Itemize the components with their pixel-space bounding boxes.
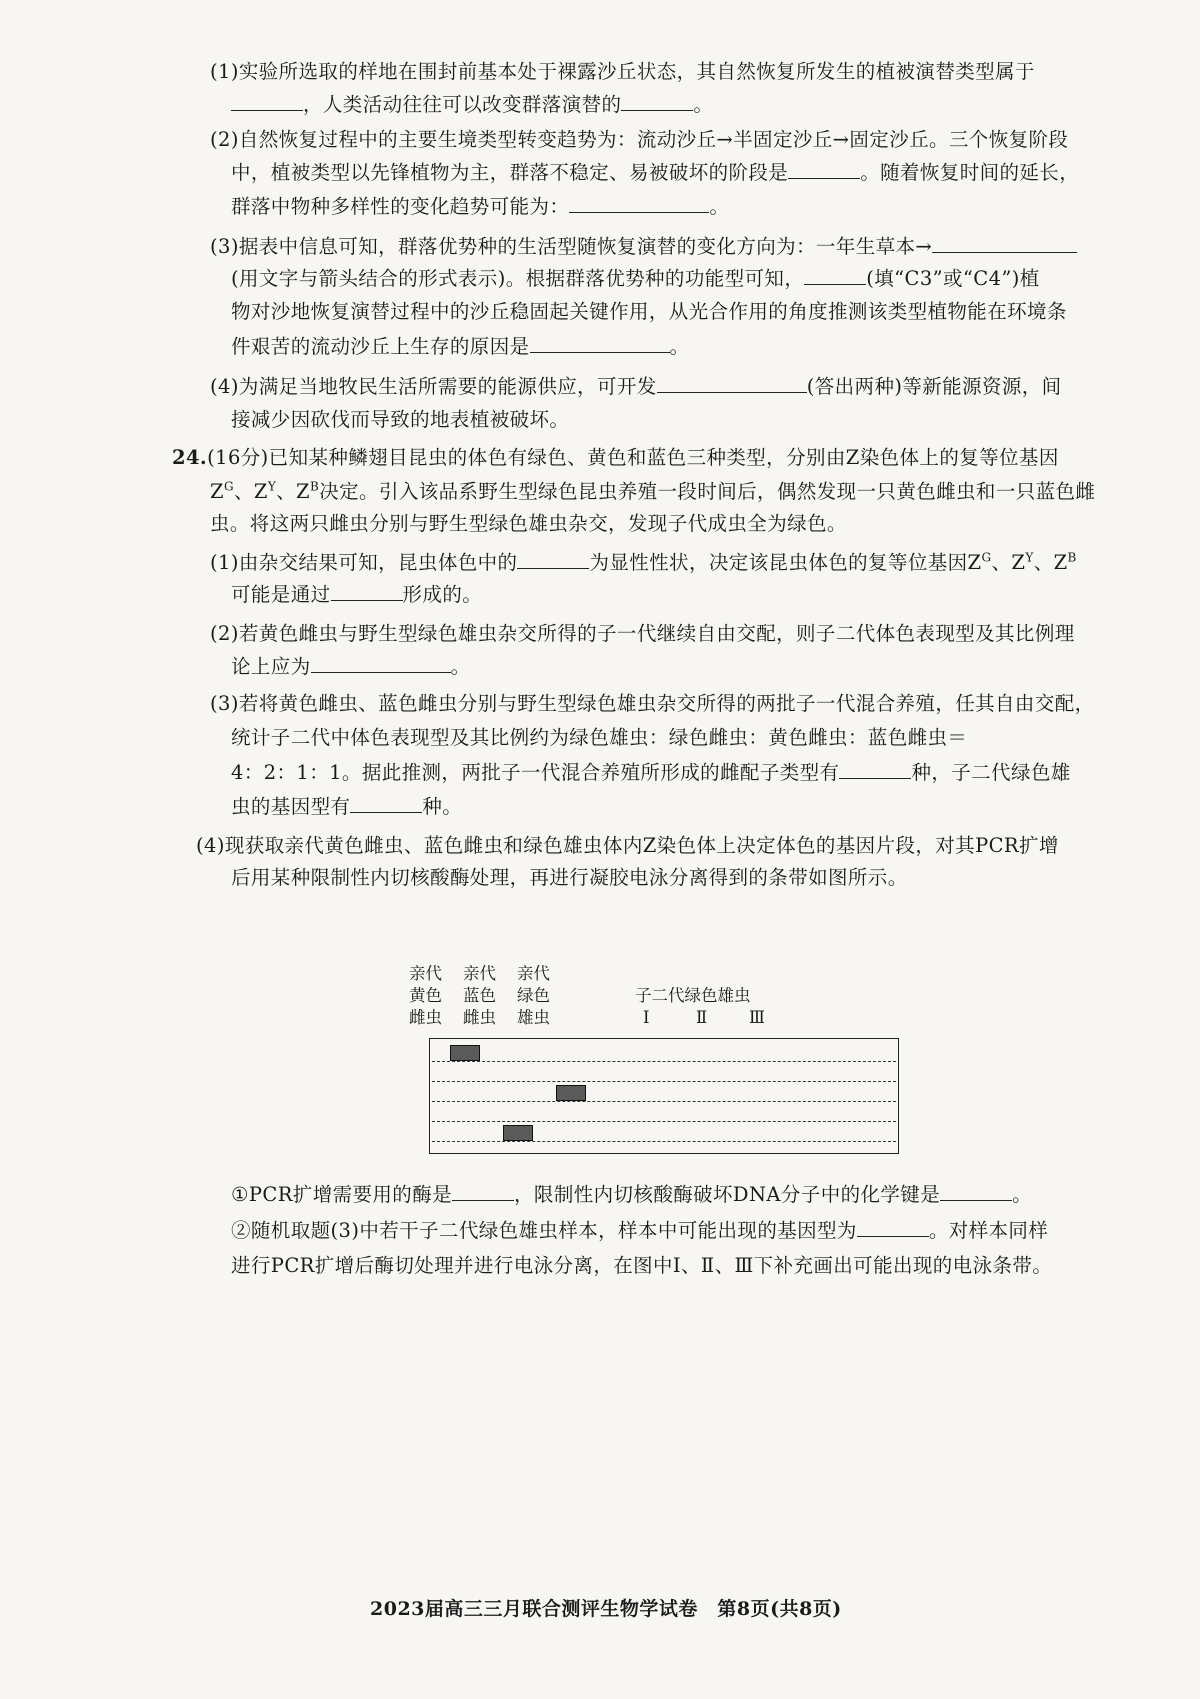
q24-part2-line2: 论上应为 。	[231, 652, 471, 681]
q24-subq-ii-line1: ②随机取题(3)中若干子二代绿色雄虫样本，样本中可能出现的基因型为 。对样本同样	[231, 1216, 1048, 1245]
q24-intro-line3: 虫。将这两只雌虫分别与野生型绿色雄虫杂交，发现子代成虫全为绿色。	[210, 512, 847, 535]
q24-part1-line2: 可能是通过 形成的。	[231, 580, 482, 609]
gel-dashed-line	[432, 1141, 896, 1142]
lane-label-parent-blue-female: 亲代 蓝色 雌虫	[463, 964, 496, 1027]
answer-blank[interactable]	[621, 90, 693, 111]
q23-part3-line2: (用文字与箭头结合的形式表示)。根据群落优势种的功能型可知， (填“C3”或“C4”)植	[231, 264, 1040, 293]
page-footer: 2023届高三三月联合测评生物学试卷 第8页(共8页)	[370, 1598, 842, 1620]
q24-part4-line2: 后用某种限制性内切核酸酶处理，再进行凝胶电泳分离得到的条带如图所示。	[231, 866, 908, 889]
answer-blank[interactable]	[350, 792, 422, 813]
answer-blank[interactable]	[804, 264, 866, 285]
answer-blank[interactable]	[530, 332, 670, 353]
q23-part1-line2: ，人类活动往往可以改变群落演替的 。	[231, 90, 713, 119]
gel-dashed-line	[432, 1061, 896, 1062]
answer-blank[interactable]	[839, 758, 911, 779]
q23-part2-line2: 中，植被类型以先锋植物为主，群落不稳定、易被破坏的阶段是 。随着恢复时间的延长，	[231, 158, 1079, 187]
answer-blank[interactable]	[331, 580, 403, 601]
gel-dashed-line	[432, 1081, 896, 1082]
q24-part4-line1: (4)现获取亲代黄色雌虫、蓝色雌虫和绿色雄虫体内Z染色体上决定体色的基因片段，对其PCR扩增	[196, 834, 1059, 857]
gel-dashed-line	[432, 1121, 896, 1122]
gel-band-blue-female	[503, 1125, 533, 1141]
q24-subq-i: ①PCR扩增需要用的酶是 ，限制性内切核酸酶破坏DNA分子中的化学键是 。	[231, 1180, 1032, 1209]
gel-electrophoresis-figure	[405, 963, 895, 1155]
q23-part4-line2: 接减少因砍伐而导致的地表植被破坏。	[231, 408, 570, 431]
answer-blank[interactable]	[452, 1180, 514, 1201]
q24-part3-line3: 4：2：1：1。据此推测，两批子一代混合养殖所形成的雌配子类型有 种，子二代绿色雄	[231, 758, 1071, 787]
q23-part3-line3: 物对沙地恢复演替过程中的沙丘稳固起关键作用，从光合作用的角度推测该类型植物能在环境条	[231, 300, 1067, 323]
q23-part2-line1: (2)自然恢复过程中的主要生境类型转变趋势为：流动沙丘→半固定沙丘→固定沙丘。三个恢复阶段	[210, 128, 1069, 151]
gel-band-yellow-female	[450, 1045, 480, 1061]
answer-blank[interactable]	[569, 192, 709, 213]
gel-box	[429, 1038, 899, 1154]
answer-blank[interactable]	[657, 372, 807, 393]
answer-blank[interactable]	[932, 232, 1077, 253]
lane-label-parent-green-male: 亲代 绿色 雄虫	[517, 964, 550, 1027]
lane-label-f2-iii: Ⅲ	[749, 1008, 765, 1027]
q24-part2-line1: (2)若黄色雌虫与野生型绿色雄虫杂交所得的子一代继续自由交配，则子二代体色表现型及其比例理	[210, 622, 1075, 645]
q23-part2-line3: 群落中物种多样性的变化趋势可能为： 。	[231, 192, 729, 221]
lane-label-f2-i: Ⅰ	[643, 1008, 650, 1027]
q23-part3-line4: 件艰苦的流动沙丘上生存的原因是 。	[231, 332, 689, 361]
answer-blank[interactable]	[311, 652, 451, 673]
answer-blank[interactable]	[788, 158, 860, 179]
q23-part1-line1: (1)实验所选取的样地在围封前基本处于裸露沙丘状态，其自然恢复所发生的植被演替类型属于	[210, 60, 1035, 83]
q23-part3-line1: (3)据表中信息可知，群落优势种的生活型随恢复演替的变化方向为：一年生草本→	[210, 232, 1077, 261]
question-number: 24.	[172, 446, 208, 469]
lane-label-f2-ii: Ⅱ	[696, 1008, 708, 1027]
gel-dashed-line	[432, 1101, 896, 1102]
answer-blank[interactable]	[940, 1180, 1012, 1201]
answer-blank[interactable]	[517, 548, 589, 569]
answer-blank[interactable]	[857, 1216, 929, 1237]
q24-subq-ii-line2: 进行PCR扩增后酶切处理并进行电泳分离，在图中Ⅰ、Ⅱ、Ⅲ下补充画出可能出现的电泳条带。	[231, 1254, 1053, 1277]
lane-label-parent-yellow-female: 亲代 黄色 雌虫	[409, 964, 442, 1027]
q24-part1-line1: (1)由杂交结果可知，昆虫体色中的 为显性性状，决定该昆虫体色的复等位基因$Z^G$、$Z^Y$、$Z^B$	[210, 548, 1077, 577]
q24-part3-line4: 虫的基因型有 种。	[231, 792, 462, 821]
q24-intro-line2: $Z^G$、$Z^Y$、$Z^B$决定。引入该品系野生型绿色昆虫养殖一段时间后，偶然发现一只黄色雌虫和一只蓝色雌	[210, 479, 1096, 503]
gel-band-green-male	[556, 1085, 586, 1101]
q23-part4-line1: (4)为满足当地牧民生活所需要的能源供应，可开发 (答出两种)等新能源资源，间	[210, 372, 1062, 401]
lane-label-f2-green-male-title: 子二代绿色雄虫	[635, 986, 751, 1005]
q24-part3-line1: (3)若将黄色雌虫、蓝色雌虫分别与野生型绿色雄虫杂交所得的两批子一代混合养殖，任其自由交配，	[210, 692, 1095, 715]
answer-blank[interactable]	[231, 90, 303, 111]
q24-intro-line1: 24.(16分)已知某种鳞翅目昆虫的体色有绿色、黄色和蓝色三种类型，分别由Z染色体上的复等位基因	[172, 446, 1059, 469]
q24-part3-line2: 统计子二代中体色表现型及其比例约为绿色雄虫：绿色雌虫：黄色雌虫：蓝色雌虫＝	[231, 726, 968, 749]
